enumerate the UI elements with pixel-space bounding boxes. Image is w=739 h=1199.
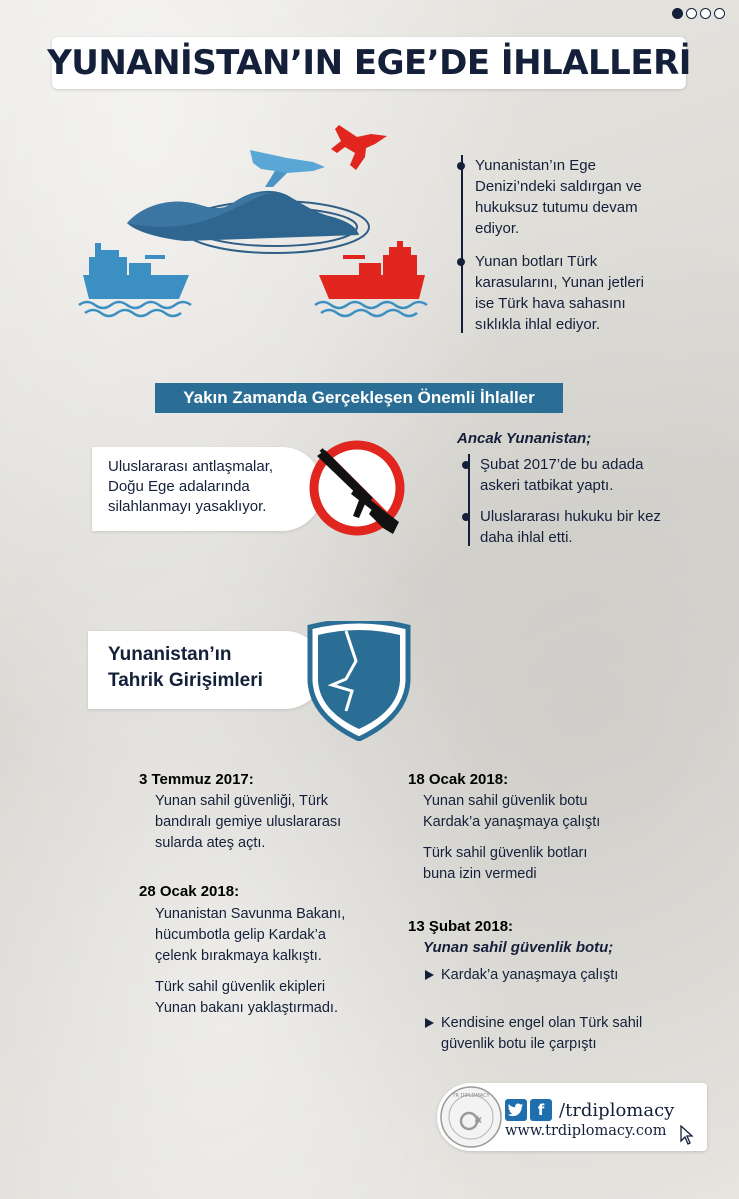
social-row — [505, 1099, 674, 1121]
ship-blue-icon — [79, 243, 191, 316]
social-handle[interactable]: /trdiplomacy — [559, 1099, 675, 1121]
event-text-2b: Türk sahil güvenlik ekipleri Yunan bakanı yaklaştırmadı. — [155, 979, 338, 1016]
intro-bullet-1: Yunanistan’ın Ege Denizi’ndeki saldırgan ve hukuksuz tutumu devam ediyor. — [475, 155, 661, 239]
pager-dot-2[interactable] — [686, 8, 697, 19]
however-bullet-1: Şubat 2017’de bu adada askeri tatbikat yaptı. — [480, 454, 663, 496]
event-text-2a: Yunanistan Savunma Bakanı, hücumbotla gelip Kardak’a çelenk bırakmaya kalkıştı. — [155, 906, 346, 964]
seal-icon — [437, 1083, 505, 1151]
pager-dot-1[interactable] — [672, 8, 683, 19]
event-subheading-4: Yunan sahil güvenlik botu; — [423, 939, 614, 956]
provocations-title-line2: Tahrik Girişimleri — [108, 670, 263, 691]
page-title: YUNANİSTAN’IN EGE’DE İHLALLERİ — [47, 43, 691, 83]
agreements-card — [92, 447, 322, 531]
website-url[interactable]: www.trdiplomacy.com — [505, 1123, 667, 1139]
pager-dot-3[interactable] — [700, 8, 711, 19]
however-heading: Ancak Yunanistan; — [457, 430, 592, 447]
event-item-4b: Kendisine engel olan Türk sahil güvenlik botu ile çarpıştı — [441, 1013, 651, 1055]
event-text-3a: Yunan sahil güvenlik botu Kardak’a yanaşmaya çalıştı — [423, 793, 601, 830]
pager-dot-4[interactable] — [714, 8, 725, 19]
cursor-icon — [680, 1125, 694, 1145]
event-date-4: 13 Şubat 2018: — [408, 918, 514, 935]
page-title-box — [47, 37, 691, 89]
pager-dots — [672, 8, 725, 19]
event-text-3b: Türk sahil güvenlik botları buna izin vermedi — [423, 845, 588, 882]
provocations-title-line1: Yunanistan’ın — [108, 644, 232, 665]
however-bullet-2: Uluslararası hukuku bir kez daha ihlal etti. — [480, 506, 663, 548]
intro-bullet-2: Yunan botları Türk karasularını, Yunan jetleri ise Türk hava sahasını sıklıkla ihlal ediyor. — [475, 251, 661, 335]
jet-red-icon — [331, 125, 387, 170]
event-text-1: Yunan sahil güvenliği, Türk bandıralı gemiye uluslararası sularda ateş açtı. — [155, 793, 342, 851]
cracked-shield-icon — [306, 621, 412, 741]
agreements-text: Uluslararası antlaşmalar, Doğu Ege adalarında silahlanmayı yasaklıyor. — [108, 458, 274, 515]
event-item-4a: Kardak’a yanaşmaya çalıştı — [441, 965, 651, 986]
event-date-1: 3 Temmuz 2017: — [139, 771, 254, 788]
however-bullets — [468, 454, 663, 546]
jet-blue-icon — [250, 150, 325, 187]
ship-red-icon — [315, 241, 427, 316]
aegean-illustration — [75, 115, 435, 330]
intro-bullets — [461, 155, 661, 333]
event-date-3: 18 Ocak 2018: — [408, 771, 509, 788]
footer-card — [437, 1083, 707, 1151]
no-weapons-icon — [303, 438, 411, 538]
twitter-icon[interactable] — [505, 1099, 527, 1121]
event-date-2: 28 Ocak 2018: — [139, 883, 240, 900]
section-banner — [155, 383, 563, 413]
island-icon — [127, 191, 369, 253]
section-banner-text: Yakın Zamanda Gerçekleşen Önemli İhlaller — [183, 388, 535, 407]
facebook-icon[interactable]: f — [530, 1099, 552, 1121]
provocations-card — [88, 631, 324, 709]
seal-text: TR DIPLOMACY — [452, 1093, 490, 1099]
